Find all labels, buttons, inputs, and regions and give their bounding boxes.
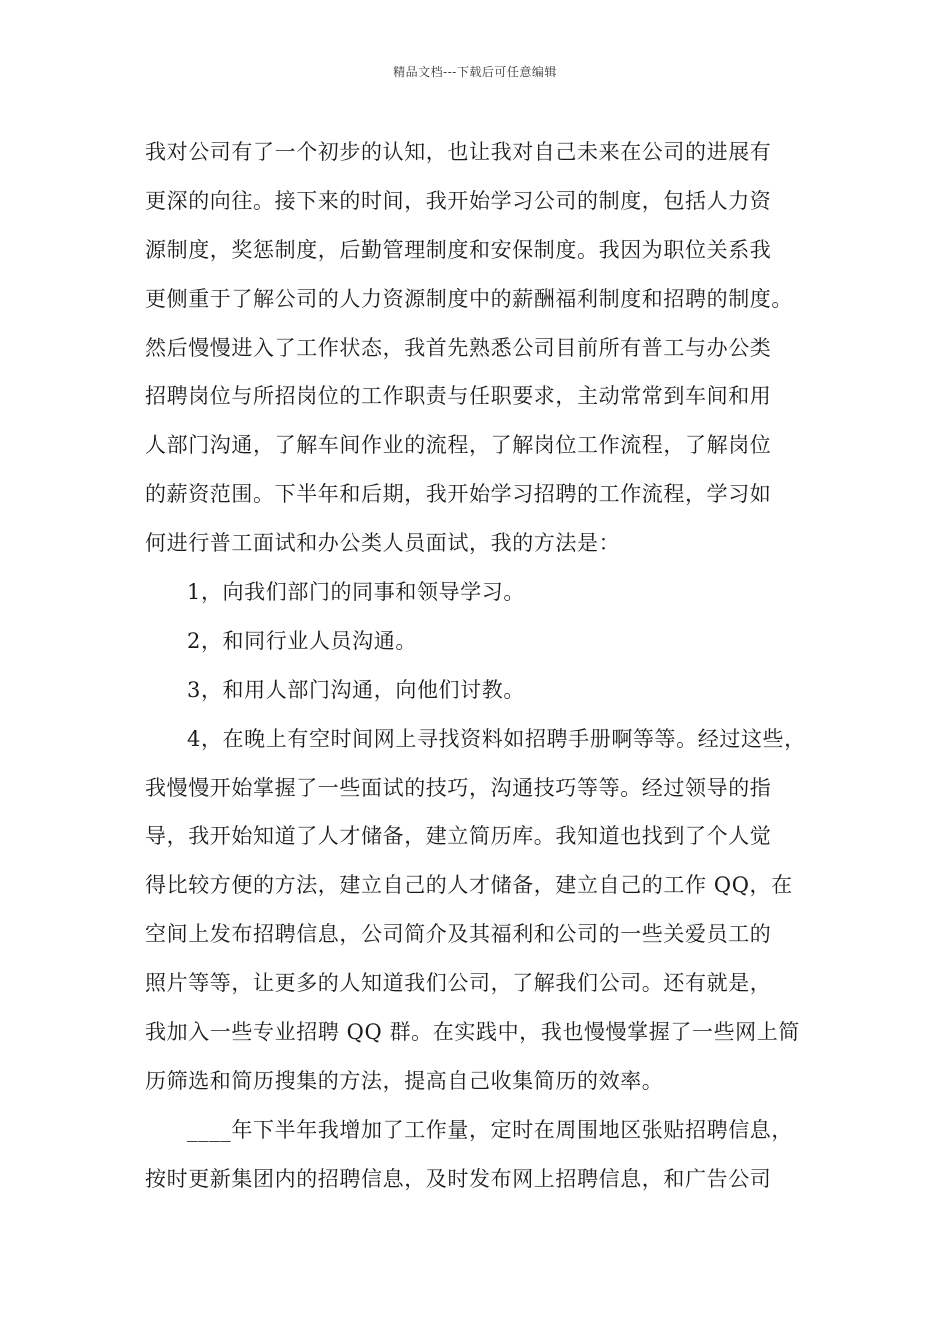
text-line: 历筛选和简历搜集的方法，提高自己收集简历的效率。	[145, 1068, 664, 1093]
text-line: 的薪资范围。下半年和后期，我开始学习招聘的工作流程，学习如	[145, 482, 772, 507]
text-line: 得比较方便的方法，建立自己的人才储备，建立自己的工作 QQ，在	[145, 873, 793, 898]
text-line: 然后慢慢进入了工作状态，我首先熟悉公司目前所有普工与办公类	[145, 335, 772, 360]
page-header: 精品文档---下载后可任意编辑	[393, 65, 557, 79]
text-line: 导，我开始知道了人才储备，建立简历库。我知道也找到了个人觉	[145, 824, 772, 849]
document-body	[145, 128, 817, 1204]
list-item: 4，在晚上有空时间网上寻找资料如招聘手册啊等等。经过这些，	[187, 726, 806, 751]
paragraph-start-line: ____年下半年我增加了工作量，定时在周围地区张贴招聘信息，	[187, 1117, 793, 1142]
text-line: 我加入一些专业招聘 QQ 群。在实践中，我也慢慢掌握了一些网上简	[145, 1020, 800, 1045]
text-line: 人部门沟通，了解车间作业的流程，了解岗位工作流程，了解岗位	[145, 433, 772, 458]
text-line: 何进行普工面试和办公类人员面试，我的方法是：	[145, 531, 621, 556]
list-item: 1，向我们部门的同事和领导学习。	[187, 580, 525, 605]
text-line: 更侧重于了解公司的人力资源制度中的薪酬福利制度和招聘的制度。	[145, 286, 793, 311]
text-line: 招聘岗位与所招岗位的工作职责与任职要求，主动常常到车间和用	[145, 384, 772, 409]
text-line: 我慢慢开始掌握了一些面试的技巧，沟通技巧等等。经过领导的指	[145, 775, 772, 800]
text-line: 按时更新集团内的招聘信息，及时发布网上招聘信息，和广告公司	[145, 1166, 772, 1191]
list-item: 3，和用人部门沟通，向他们讨教。	[187, 677, 525, 702]
text-line: 照片等等，让更多的人知道我们公司，了解我们公司。还有就是，	[145, 971, 772, 996]
list-item: 2，和同行业人员沟通。	[187, 628, 417, 653]
text-line: 空间上发布招聘信息，公司简介及其福利和公司的一些关爱员工的	[145, 922, 772, 947]
text-line: 更深的向往。接下来的时间，我开始学习公司的制度，包括人力资	[145, 188, 772, 213]
text-line: 源制度，奖惩制度，后勤管理制度和安保制度。我因为职位关系我	[145, 237, 772, 262]
text-line: 我对公司有了一个初步的认知，也让我对自己未来在公司的进展有	[145, 140, 772, 164]
